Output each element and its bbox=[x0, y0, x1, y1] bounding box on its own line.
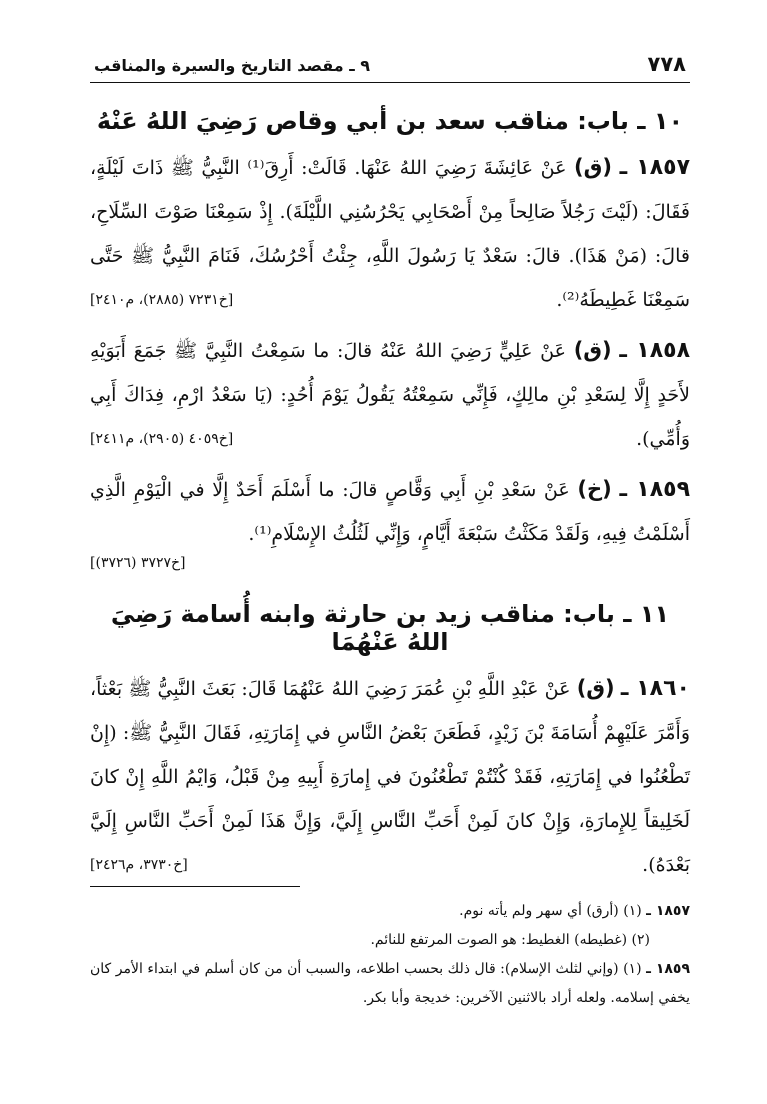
page-number: ٧٧٨ bbox=[647, 52, 686, 76]
footnote-text: (٢) (غطيطه) الغطيط: هو الصوت المرتفع للنائم. bbox=[370, 932, 650, 948]
hadith-text: عَنْ سَعْدِ بْنِ أَبِي وَقَّاصٍ قالَ: ما أَسْلَمَ أَحَدٌ إِلَّا في الْيَوْمِ الَّذِي أَسْلَمْتُ فِيهِ، وَلَقَدْ مَكَثْتُ سَبْعَةَ أَيَّامٍ، وَإِنِّي لَثُلُثُ الإِسْلَامِ⁽¹⁾. bbox=[90, 479, 690, 545]
footnote-label: ١٨٥٧ ـ bbox=[646, 903, 690, 919]
hadith-source-mark: (ق) bbox=[574, 155, 612, 179]
hadith-paragraph bbox=[90, 328, 690, 461]
page-body bbox=[90, 52, 690, 893]
hadith-1859 bbox=[90, 467, 690, 576]
hadith-number: ١٨٦٠ ـ bbox=[620, 676, 690, 701]
hadith-number: ١٨٥٩ ـ bbox=[619, 477, 690, 502]
hadith-number: ١٨٥٨ ـ bbox=[619, 338, 690, 363]
section-title: ١٠ ـ باب: مناقب سعد بن أبي وقاص رَضِيَ اللهُ عَنْهُ bbox=[96, 107, 684, 135]
hadith-text: عَنْ عَبْدِ اللَّهِ بْنِ عُمَرَ رَضِيَ اللهُ عَنْهُمَا قَالَ: بَعَثَ النَّبِيُّ ﷺ بَعْثاً، وَأَمَّرَ عَلَيْهِمْ أُسَامَةَ بْنَ زَيْدٍ، فَطَعَنَ بَعْضُ النَّاسِ في إِمَارَتِهِ، فَقَالَ النَّبِيُّ ﷺ: (إِنْ تَطْعُنُوا في إِمَارَتِهِ، فَقَدْ كُنْتُمْ تَطْعُنُونَ في إِمارَةِ أَبِيهِ مِنْ قَبْلُ، وَايْمُ اللَّهِ إِنْ كانَ لَخَلِيقاً لِلإِمارَةِ، وَإِنْ كانَ لَمِنْ أَحَبِّ النَّاسِ إِلَيَّ، وَإِنَّ هَذَا لَمِنْ أَحَبِّ النَّاسِ إِلَيَّ بَعْدَهُ). bbox=[90, 678, 690, 876]
footnote bbox=[90, 926, 690, 955]
footnote-divider bbox=[90, 886, 300, 887]
hadith-source-mark: (ق) bbox=[573, 338, 612, 362]
hadith-source-mark: (خ) bbox=[577, 477, 612, 501]
hadith-1858 bbox=[90, 328, 690, 461]
footnote-text: (١) (أرق) أي سهر ولم يأته نوم. bbox=[459, 903, 642, 919]
footnote-text: (١) (وإني لثلث الإسلام): قال ذلك بحسب اطلاعه، والسبب أن من كان أسلم في ابتداء الأمر كان يخفي إسلامه. ولعله أراد بالاثنين الآخرين: خديجة وأبا بكر. bbox=[90, 961, 690, 1006]
hadith-paragraph bbox=[90, 467, 690, 556]
hadith-1860 bbox=[90, 666, 690, 887]
hadith-text: عَنْ عَائِشَةَ رَضِيَ اللهُ عَنْهَا. قَالَتْ: أَرِقَ⁽¹⁾ النَّبِيُّ ﷺ ذَاتَ لَيْلَةٍ، فَقَالَ: (لَيْتَ رَجُلاً صَالِحاً مِنْ أَصْحَابِي يَحْرُسُنِي اللَّيْلَةَ). إِذْ سَمِعْنَا صَوْتَ السِّلَاحِ، قالَ: (مَنْ هَذَا). قالَ: سَعْدٌ يَا رَسُولَ اللَّهِ، جِئْتُ أَحْرُسُكَ، فَنَامَ النَّبِيُّ ﷺ حَتَّى سَمِعْنَا غَطِيطَهُ⁽²⁾. bbox=[90, 157, 690, 311]
hadith-paragraph bbox=[90, 666, 690, 887]
footnote-label: ١٨٥٩ ـ bbox=[646, 961, 690, 977]
hadith-reference: [خ٤٠٥٩ (٢٩٠٥)، م٢٤١١] bbox=[90, 431, 234, 447]
hadith-paragraph bbox=[90, 145, 690, 322]
hadith-1857 bbox=[90, 145, 690, 322]
footnote bbox=[90, 897, 690, 926]
hadith-reference: [خ٣٧٣٠، م٢٤٢٦] bbox=[90, 857, 188, 873]
running-header bbox=[90, 52, 690, 83]
hadith-source-mark: (ق) bbox=[576, 676, 615, 700]
chapter-title: ٩ ـ مقصد التاريخ والسيرة والمناقب bbox=[94, 56, 371, 75]
hadith-reference: [خ٧٢٣١ (٢٨٨٥)، م٢٤١٠] bbox=[90, 292, 234, 308]
hadith-text: عَنْ عَلِيٍّ رَضِيَ اللهُ عَنْهُ قالَ: ما سَمِعْتُ النَّبِيَّ ﷺ جَمَعَ أَبَوَيْهِ لأَحَدٍ إِلَّا لِسَعْدِ بْنِ مالِكٍ، فَإِنِّي سَمِعْتُهُ يَقُولُ يَوْمَ أُحُدٍ: (يَا سَعْدُ ارْمِ، فِدَاكَ أَبِي وَأُمِّي). bbox=[90, 340, 690, 450]
footnote bbox=[90, 955, 690, 1013]
hadith-reference: [خ٣٧٢٧ (٣٧٢٦)] bbox=[90, 555, 186, 571]
section-title: ١١ ـ باب: مناقب زيد بن حارثة وابنه أُسامة رَضِيَ اللهُ عَنْهُمَا bbox=[110, 600, 670, 656]
footnotes bbox=[90, 886, 690, 1013]
hadith-number: ١٨٥٧ ـ bbox=[619, 155, 690, 180]
